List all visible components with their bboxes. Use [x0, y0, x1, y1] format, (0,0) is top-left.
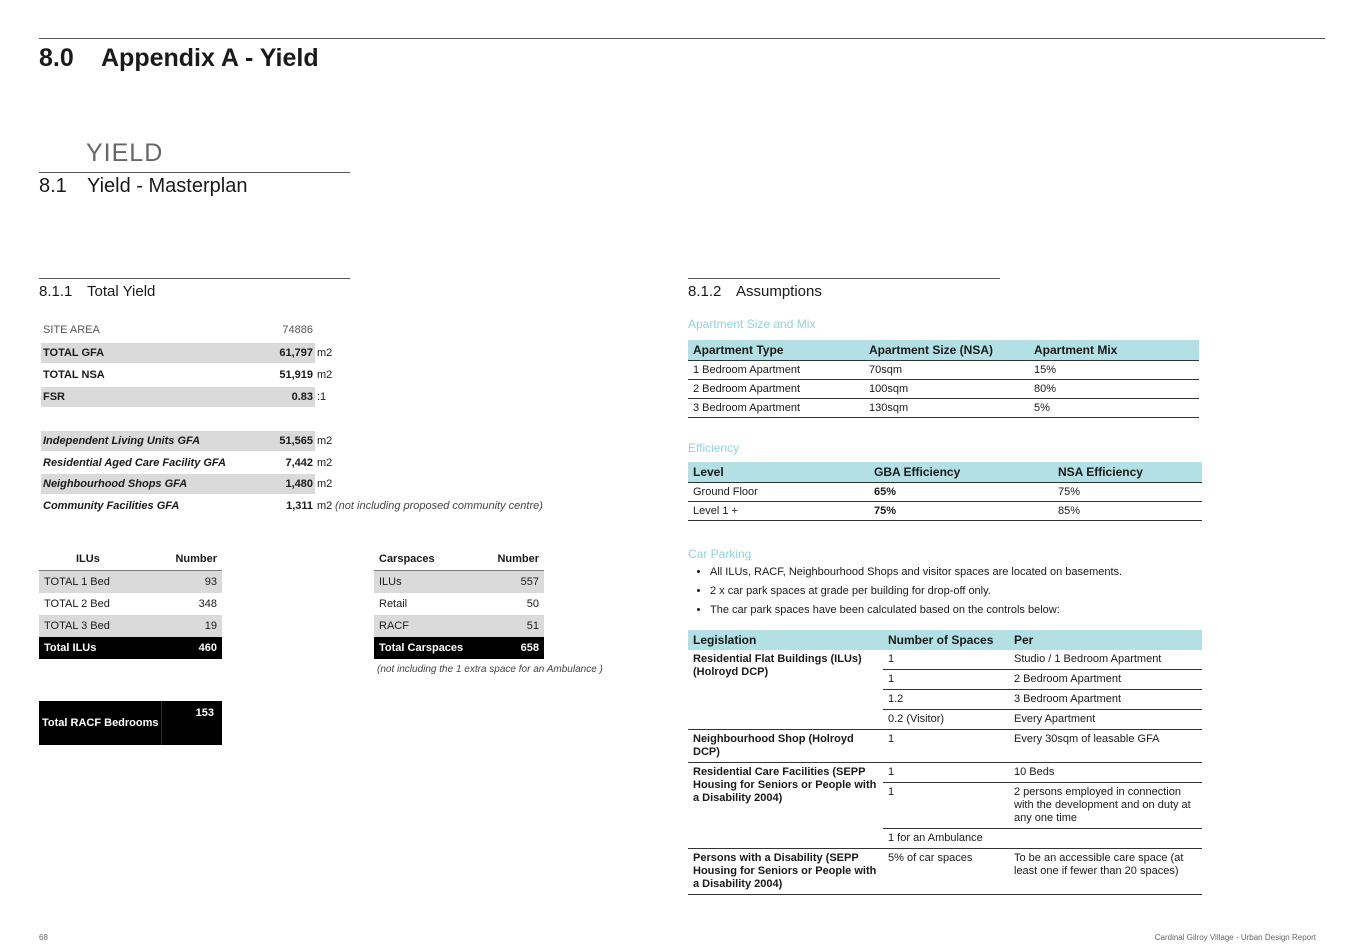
apt-cell: 130sqm [864, 399, 1029, 418]
table-row [688, 483, 1202, 502]
table-row [374, 593, 544, 615]
leg-cell: 3 Bedroom Apartment [1009, 690, 1202, 710]
leg-cell: 1 [883, 783, 1009, 829]
section-rule [39, 172, 350, 173]
table-row [688, 849, 1202, 895]
heading-number: 8.0 [39, 44, 74, 72]
efficiency-heading: Efficiency [688, 441, 740, 455]
document-title: Cardinal Gilroy Village - Urban Design Report [1154, 933, 1316, 942]
section-title [39, 175, 247, 198]
total-yield-title: Total Yield [87, 283, 156, 300]
ilus-row-label: TOTAL 3 Bed [39, 615, 148, 637]
racf-gfa-unit: m2 [317, 457, 333, 469]
eff-cell: 65% [869, 483, 1053, 502]
table-row [688, 630, 1202, 650]
leg-cell: 1 [883, 670, 1009, 690]
leg-cell: 2 Bedroom Apartment [1009, 670, 1202, 690]
table-row [688, 340, 1199, 361]
leg-cell: 1 [883, 763, 1009, 783]
apt-cell: 80% [1029, 380, 1199, 399]
apartment-mix-table [688, 340, 1199, 418]
fsr-unit: :1 [317, 391, 327, 403]
table-row [39, 571, 222, 594]
table-row [688, 650, 1202, 670]
shops-gfa-unit: m2 [317, 478, 333, 490]
apt-header-size: Apartment Size (NSA) [864, 340, 1029, 361]
ilus-table [39, 548, 222, 659]
leg-cell: Every 30sqm of leasable GFA [1009, 730, 1202, 763]
ilu-gfa-unit: m2 [317, 435, 333, 447]
apt-cell: 70sqm [864, 361, 1029, 380]
carspaces-total-label: Total Carspaces [374, 637, 484, 659]
shops-gfa-label: Neighbourhood Shops GFA [43, 478, 188, 490]
community-gfa-value: 1,311 [286, 500, 313, 512]
apt-cell: 3 Bedroom Apartment [688, 399, 864, 418]
car-parking-heading: Car Parking [688, 547, 752, 561]
ilus-row-value: 19 [148, 615, 222, 637]
list-item: • The car park spaces have been calculated based on the controls below: [710, 604, 1230, 616]
carspaces-row-label: RACF [374, 615, 484, 637]
leg-cell: 1.2 [883, 690, 1009, 710]
table-row [688, 462, 1202, 483]
leg-cell: 1 [883, 730, 1009, 763]
carspaces-note: (not including the 1 extra space for an Ambulance ) [377, 664, 603, 675]
leg-header-spaces: Number of Spaces [883, 630, 1009, 650]
racf-bedrooms-box [39, 701, 222, 745]
carspaces-total-value: 658 [484, 637, 544, 659]
carspaces-table [374, 548, 544, 659]
racf-gfa-label: Residential Aged Care Facility GFA [43, 457, 226, 469]
page-number: 68 [39, 933, 48, 942]
carspaces-header-label: Carspaces [374, 548, 484, 571]
table-row [688, 399, 1199, 418]
assumptions-number: 8.1.2 [688, 283, 722, 300]
table-row [39, 548, 222, 571]
table-row [374, 571, 544, 594]
carspaces-row-value: 50 [526, 598, 539, 610]
leg-cell: 1 for an Ambulance [883, 829, 1009, 849]
table-row [688, 730, 1202, 763]
total-gfa-unit: m2 [317, 347, 333, 359]
shops-gfa-value: 1,480 [285, 478, 313, 490]
eff-header-nsa: NSA Efficiency [1053, 462, 1202, 483]
eff-cell: Ground Floor [688, 483, 869, 502]
leg-header-legislation: Legislation [688, 630, 883, 650]
ilus-row-label: TOTAL 2 Bed [44, 598, 110, 610]
table-row [374, 637, 544, 659]
carspaces-row-value: 51 [484, 615, 544, 637]
apt-cell: 1 Bedroom Apartment [688, 361, 864, 380]
total-yield-heading [39, 283, 155, 300]
racf-gfa-value: 7,442 [285, 457, 313, 469]
leg-cell: 0.2 (Visitor) [883, 710, 1009, 730]
site-area-value: 74886 [282, 324, 313, 336]
leg-pwd-label: Persons with a Disability (SEPP Housing for Seniors or People with a Disability 2004) [688, 849, 883, 895]
community-gfa-unit: m2 [317, 500, 333, 512]
eff-cell: 75% [869, 502, 1053, 521]
leg-cell [1009, 829, 1202, 849]
community-gfa-label: Community Facilities GFA [43, 500, 180, 512]
table-row [688, 502, 1202, 521]
apt-cell: 2 Bedroom Apartment [688, 380, 864, 399]
ilus-row-value: 348 [198, 598, 217, 610]
leg-header-per: Per [1009, 630, 1202, 650]
section-number: 8.1 [39, 175, 67, 197]
table-row [688, 763, 1202, 783]
carspaces-row-value: 557 [484, 571, 544, 594]
eff-cell: Level 1 + [688, 502, 869, 521]
apt-header-mix: Apartment Mix [1029, 340, 1199, 361]
apt-cell: 5% [1029, 399, 1199, 418]
page-title [39, 44, 319, 73]
assumptions-rule [688, 278, 1000, 279]
ilus-row-value: 93 [148, 571, 222, 594]
apt-cell: 15% [1029, 361, 1199, 380]
leg-cell: To be an accessible care space (at least one if fewer than 20 spaces) [1009, 849, 1202, 895]
assumptions-title: Assumptions [736, 283, 822, 300]
ilus-row-label: TOTAL 1 Bed [39, 571, 148, 594]
leg-cell: 5% of car spaces [883, 849, 1009, 895]
list-item: • All ILUs, RACF, Neighbourhood Shops and visitor spaces are located on basements. [710, 566, 1230, 578]
total-yield-number: 8.1.1 [39, 283, 73, 300]
ilus-total-value: 460 [148, 637, 222, 659]
leg-cell: 2 persons employed in connection with the development and on duty at any one time [1009, 783, 1202, 829]
racf-bedrooms-value: 153 [195, 707, 214, 719]
fsr-label: FSR [43, 391, 65, 403]
ilu-gfa-label: Independent Living Units GFA [43, 435, 201, 447]
apt-header-type: Apartment Type [688, 340, 864, 361]
assumptions-heading [688, 283, 822, 300]
total-gfa-label: TOTAL GFA [43, 347, 105, 359]
table-row [374, 615, 544, 637]
site-area-label: SITE AREA [43, 324, 100, 336]
racf-bedrooms-label: Total RACF Bedrooms [42, 717, 159, 729]
heading-text: Appendix A - Yield [101, 44, 319, 72]
legislation-table [688, 630, 1202, 895]
list-item: • 2 x car park spaces at grade per building for drop-off only. [710, 585, 1230, 597]
carspaces-header-number: Number [484, 548, 544, 571]
carspaces-row-label: Retail [379, 598, 408, 610]
leg-cell: 10 Beds [1009, 763, 1202, 783]
leg-cell: Studio / 1 Bedroom Apartment [1009, 650, 1202, 670]
total-nsa-unit: m2 [317, 369, 333, 381]
ilus-header-label: ILUs [39, 548, 148, 571]
ilus-total-label: Total ILUs [39, 637, 148, 659]
efficiency-table [688, 462, 1202, 521]
total-nsa-label: TOTAL NSA [43, 369, 105, 381]
carspaces-row-label: ILUs [374, 571, 484, 594]
leg-cell: Every Apartment [1009, 710, 1202, 730]
eff-header-level: Level [688, 462, 869, 483]
ilus-header-number: Number [148, 548, 222, 571]
leg-rfb-label: Residential Flat Buildings (ILUs) (Holroyd DCP) [688, 650, 883, 730]
ilu-gfa-value: 51,565 [279, 435, 313, 447]
yield-label: YIELD [86, 139, 164, 167]
section-text: Yield - Masterplan [87, 175, 248, 197]
leg-cell: 1 [883, 650, 1009, 670]
table-row [39, 637, 222, 659]
fsr-value: 0.83 [291, 391, 313, 403]
table-row [688, 361, 1199, 380]
car-parking-bullets [688, 566, 1230, 623]
eff-cell: 75% [1053, 483, 1202, 502]
eff-cell: 85% [1053, 502, 1202, 521]
apartment-mix-heading: Apartment Size and Mix [688, 317, 816, 331]
leg-shop-label: Neighbourhood Shop (Holroyd DCP) [688, 730, 883, 763]
total-nsa-value: 51,919 [279, 369, 313, 381]
eff-header-gba: GBA Efficiency [869, 462, 1053, 483]
leg-rcf-label: Residential Care Facilities (SEPP Housing for Seniors or People with a Disability 2004) [688, 763, 883, 849]
community-gfa-note: (not including proposed community centre) [335, 500, 543, 512]
total-gfa-value: 61,797 [279, 347, 313, 359]
table-row [39, 615, 222, 637]
total-yield-rule [39, 278, 350, 279]
apt-cell: 100sqm [864, 380, 1029, 399]
table-row [688, 380, 1199, 399]
top-rule [39, 38, 1325, 39]
table-row [374, 548, 544, 571]
table-row [39, 593, 222, 615]
